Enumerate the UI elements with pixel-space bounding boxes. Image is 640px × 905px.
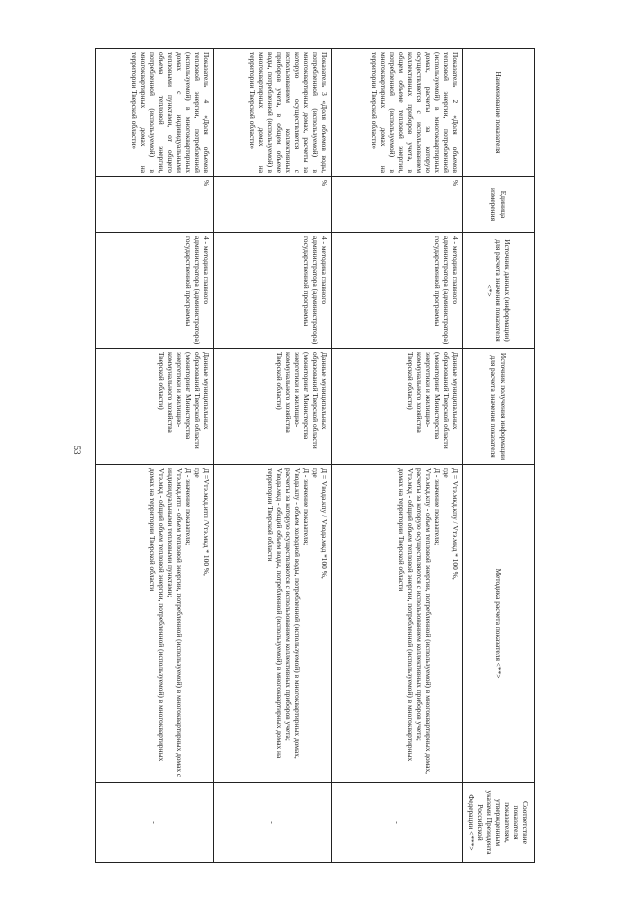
cell-unit: % [96, 177, 214, 233]
header-data-source: Источник данных (информации) для расчета значения показателя <*> [463, 233, 535, 349]
cell-compliance: - [214, 783, 332, 863]
table-row [214, 49, 332, 863]
cell-info-source: Данные муниципальных образований Тверской области (мониторинг Министерства энергетики и жилищно-коммунального хозяйства Тверской области) [214, 349, 332, 465]
indicators-table [95, 48, 535, 863]
table-row [96, 49, 214, 863]
cell-indicator-name: Показатель 2 «Доля объемов тепловой энергии, потребленной (используемой) в многоквартирных домах, расчеты за которую осуществляется с использованием коллективных приборов учета, в общем объеме тепловой энергии, потребленной (используемой) в многоквартирных домах на территории Тверской области» [332, 49, 463, 177]
cell-data-source: 4 - методика главного администратора (администратора) государственной программы [332, 233, 463, 349]
header-indicator-name: Наименование показателя [463, 49, 535, 177]
cell-unit: % [214, 177, 332, 233]
cell-info-source: Данные муниципальных образований Тверской области (мониторинг Министерства энергетики и жилищно-коммунального хозяйства Тверской области) [96, 349, 214, 465]
cell-unit: % [332, 177, 463, 233]
cell-data-source: 4 - методика главного администратора (администратора) государственной программы [214, 233, 332, 349]
cell-data-source: 4 - методика главного администратора (администратора) государственной программы [96, 233, 214, 349]
header-compliance: Соответствие показателя показателям, утвержденным указами Президента Российской Федерации <***> [463, 783, 535, 863]
table-header-row [463, 49, 535, 863]
cell-info-source: Данные муниципальных образований Тверской области (мониторинг Министерства энергетики и жилищно-коммунального хозяйства Тверской области) [332, 349, 463, 465]
rotated-table-wrapper [95, 48, 535, 862]
cell-method: Д = Vтэ.мкд.кпу / Vтэ.мкд * 100 %, где Д - значение показателя; Vтэ.мкд.кпу - объем тепловой энергии, потребленной (используемой) в многоквартирных домах, расчеты за которую осуществляются с использованием коллективных приборов учета; Vтэ.мкд - общий объем тепловой энергии, потребленной (используемой) в многоквартирных домах на территории Тверской области [332, 465, 463, 783]
cell-indicator-name: Показатель 4 «Доля объемов тепловой энергии, потребленной (используемой) в многоквартирных домах с индивидуальными тепловыми пунктами, от общего объема тепловой энергии, потребленной (используемой) в многоквартирных домах на территории Тверской области» [96, 49, 214, 177]
cell-compliance: - [332, 783, 463, 863]
cell-indicator-name: Показатель 3 «Доля объемов воды, потребленной (используемой) в многоквартирных домах, расчеты за которую осуществляется с использованием коллективных приборов учета, в общем объеме воды, потребленной (используемой) в многоквартирных домах на территории Тверской области» [214, 49, 332, 177]
cell-compliance: - [96, 783, 214, 863]
page-number: 53 [72, 445, 82, 455]
cell-method: Д = Vвода.кпу / Vвода.мкд *100 %, где Д - значение показателя; Vвода.кпу - объем холодной воды, потребленной (используемой) в многоквартирных домах, расчеты за которую осуществляются с использованием коллективных приборов учета; Vвода.мкд - общий объем воды, потребленной (используемой) в многоквартирных домах на территории Тверской области [214, 465, 332, 783]
header-method: Методика расчета показателя <**> [463, 465, 535, 783]
cell-method: Д =Vтэ.мкд.итп /Vтэ.мкд * 100 %, где Д - значение показателя; Vтэ.мкд.итп - объем тепловой энергии, потребленной (используемой) в многоквартирных домах с индивидуальными тепловыми пунктами; Vтэ.мкд - общий объем тепловой энергии, потребленной (используемой) в многоквартирных домах на территории Тверской области [96, 465, 214, 783]
header-unit: Единица измерения [463, 177, 535, 233]
table-row [332, 49, 463, 863]
header-info-source: Источник получения информации для расчета значения показателя [463, 349, 535, 465]
